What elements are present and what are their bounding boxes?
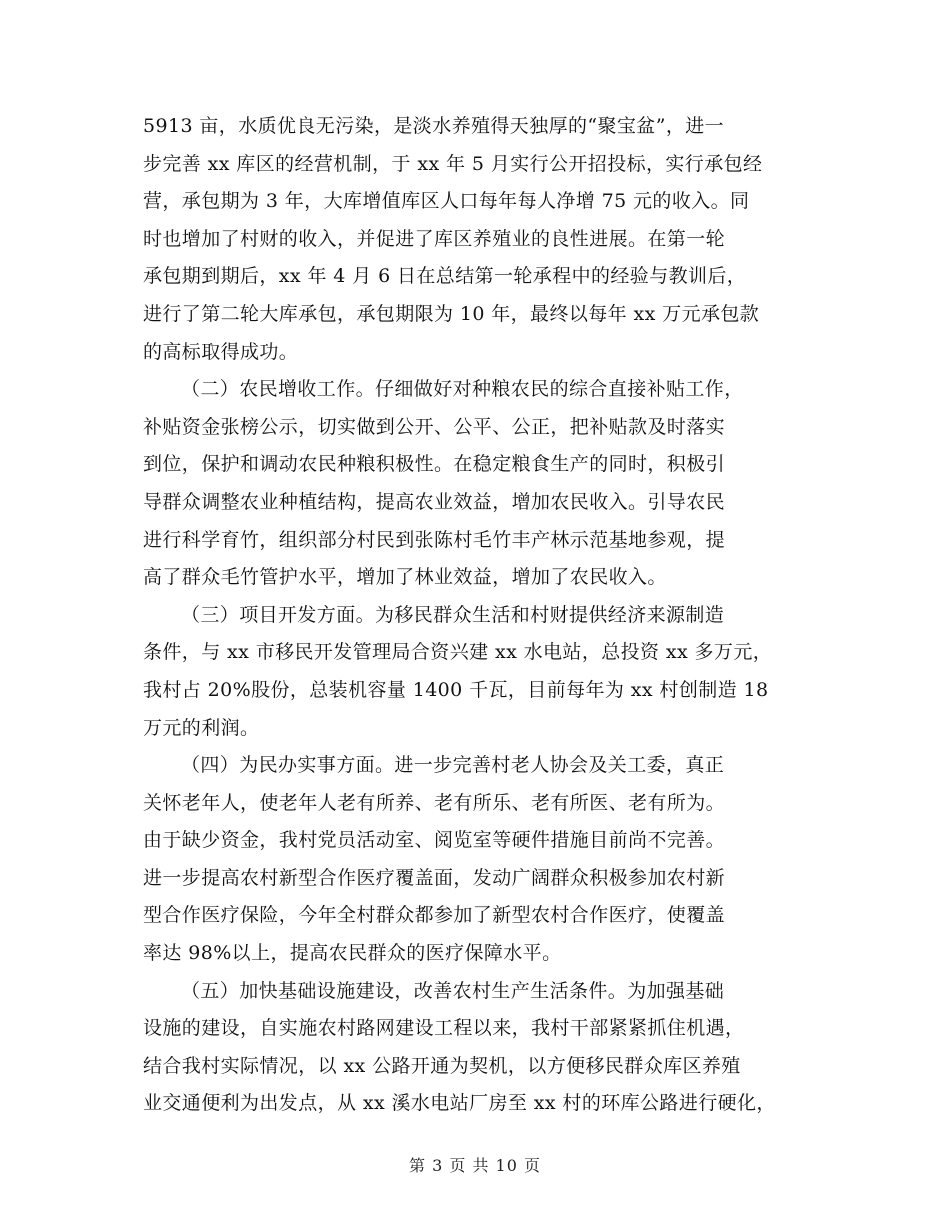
text-line: 业交通便利为出发点，从 xx 溪水电站厂房至 xx 村的环库公路进行硬化，	[143, 1092, 776, 1115]
text-line: 步完善 xx 库区的经营机制，于 xx 年 5 月实行公开招投标，实行承包经	[143, 152, 763, 175]
text-line: 补贴资金张榜公示，切实做到公开、公平、公正，把补贴款及时落实	[143, 415, 726, 438]
text-line: 由于缺少资金，我村党员活动室、阅览室等硬件措施目前尚不完善。	[143, 829, 726, 852]
text-line: 导群众调整农业种植结构，提高农业效益，增加农民收入。引导农民	[143, 490, 726, 513]
page-number-footer: 第 3 页 共 10 页	[409, 1156, 541, 1175]
text-line: 进行科学育竹，组织部分村民到张陈村毛竹丰产林示范基地参观，提	[143, 528, 726, 551]
paragraph-heading-line: （二）农民增收工作。仔细做好对种粮农民的综合直接补贴工作，	[181, 378, 744, 401]
text-line: 率达 98%以上，提高农民群众的医疗保障水平。	[143, 942, 562, 965]
paragraph-heading-line: （三）项目开发方面。为移民群众生活和村财提供经济来源制造	[181, 603, 725, 626]
paragraph-heading-line: （五）加快基础设施建设，改善农村生产生活条件。为加强基础	[181, 979, 725, 1002]
text-line: 我村占 20%股份，总装机容量 1400 千瓦，目前每年为 xx 村创制造 18	[143, 678, 769, 701]
text-line: 进行了第二轮大库承包，承包期限为 10 年，最终以每年 xx 万元承包款	[143, 302, 760, 325]
text-line: 型合作医疗保险，今年全村群众都参加了新型农村合作医疗，使覆盖	[143, 904, 726, 927]
text-line: 承包期到期后，xx 年 4 月 6 日在总结第一轮承程中的经验与教训后，	[143, 265, 747, 288]
text-line: 到位，保护和调动农民种粮积极性。在稳定粮食生产的同时，积极引	[143, 453, 726, 476]
text-line: 结合我村实际情况，以 xx 公路开通为契机，以方便移民群众库区养殖	[143, 1054, 741, 1077]
body-text	[143, 108, 823, 1123]
text-line: 的高标取得成功。	[143, 340, 299, 363]
text-line: 5913 亩，水质优良无污染，是淡水养殖得天独厚的“聚宝盆”，进一	[143, 115, 725, 137]
text-line: 设施的建设，自实施农村路网建设工程以来，我村干部紧紧抓住机遇，	[143, 1017, 745, 1040]
text-line: 进一步提高农村新型合作医疗覆盖面，发动广阔群众积极参加农村新	[143, 866, 726, 889]
text-line: 万元的利润。	[143, 716, 260, 739]
text-line: 条件，与 xx 市移民开发管理局合资兴建 xx 水电站，总投资 xx 多万元，	[143, 641, 773, 664]
text-line: 时也增加了村财的收入，并促进了库区养殖业的良性进展。在第一轮	[143, 227, 726, 250]
text-line: 关怀老年人，使老年人老有所养、老有所乐、老有所医、老有所为。	[143, 791, 726, 814]
paragraph-heading-line: （四）为民办实事方面。进一步完善村老人协会及关工委，真正	[181, 754, 725, 777]
text-line: 营，承包期为 3 年，大库增值库区人口每年每人净增 75 元的收入。同	[143, 190, 750, 213]
text-line: 高了群众毛竹管护水平，增加了林业效益，增加了农民收入。	[143, 566, 667, 589]
